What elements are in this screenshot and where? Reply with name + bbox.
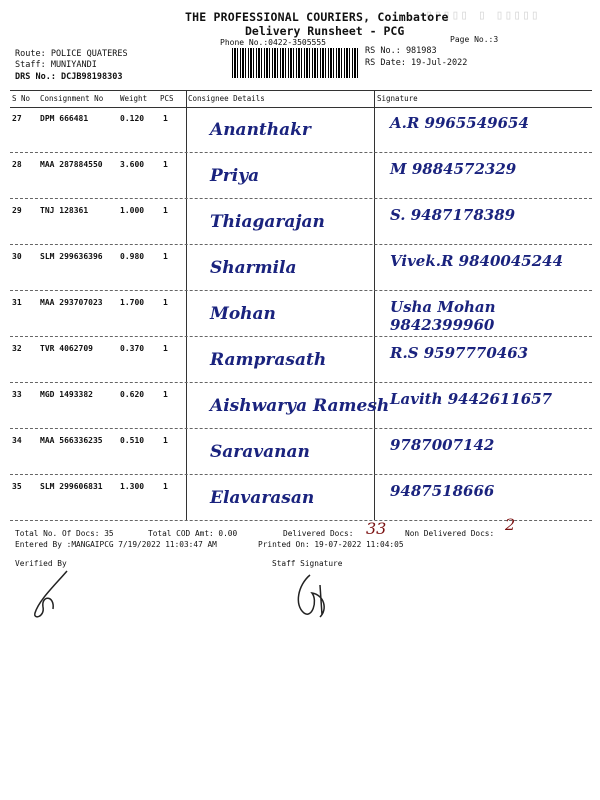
row-separator bbox=[10, 290, 592, 291]
row-consignee-handwritten: Ananthakr bbox=[210, 120, 311, 140]
staff-signature-label: Staff Signature bbox=[272, 559, 343, 568]
table-row bbox=[10, 246, 592, 291]
table-row bbox=[10, 338, 592, 383]
row-signature-handwritten: Vivek.R 9840045244 bbox=[390, 252, 564, 270]
row-weight: 0.370 bbox=[120, 344, 145, 353]
row-weight: 1.300 bbox=[120, 482, 145, 491]
row-weight: 0.120 bbox=[120, 114, 145, 123]
row-consignee-handwritten: Ramprasath bbox=[210, 350, 327, 370]
row-weight: 0.620 bbox=[120, 390, 145, 399]
row-pcs: 1 bbox=[163, 160, 168, 169]
row-sno: 32 bbox=[12, 344, 22, 353]
col-pcs: PCS bbox=[160, 94, 174, 103]
row-consignee-handwritten: Thiagarajan bbox=[210, 212, 325, 232]
col-signature: Signature bbox=[377, 94, 418, 103]
row-consignment: MAA 287884550 bbox=[40, 160, 103, 169]
route-label: Route: POLICE QUATERES bbox=[15, 49, 128, 59]
drs-number: DRS No.: DCJB98198303 bbox=[15, 72, 123, 82]
table-header bbox=[10, 90, 592, 108]
row-pcs: 1 bbox=[163, 390, 168, 399]
row-separator bbox=[10, 428, 592, 429]
table-row bbox=[10, 384, 592, 429]
row-sno: 31 bbox=[12, 298, 22, 307]
row-signature-handwritten: S. 9487178389 bbox=[390, 206, 516, 224]
row-consignment: SLM 299606831 bbox=[40, 482, 103, 491]
row-separator bbox=[10, 336, 592, 337]
row-separator bbox=[10, 474, 592, 475]
table-row bbox=[10, 108, 592, 153]
non-delivered-label: Non Delivered Docs: bbox=[405, 529, 495, 538]
row-sno: 28 bbox=[12, 160, 22, 169]
row-consignee-handwritten: Saravanan bbox=[210, 442, 310, 462]
delivered-docs-handwritten: 33 bbox=[366, 519, 387, 538]
row-signature-handwritten: 9787007142 bbox=[390, 436, 495, 454]
row-pcs: 1 bbox=[163, 298, 168, 307]
row-consignment: MAA 566336235 bbox=[40, 436, 103, 445]
page-number: Page No.:3 bbox=[450, 35, 499, 44]
runsheet-subtitle: Delivery Runsheet - PCG bbox=[245, 24, 405, 38]
row-signature-handwritten: M 9884572329 bbox=[390, 160, 517, 178]
col-consignment: Consignment No bbox=[40, 94, 104, 103]
row-consignee-handwritten: Sharmila bbox=[210, 258, 297, 278]
row-consignment: SLM 299636396 bbox=[40, 252, 103, 261]
faded-stamp-text: ▯▯▯▯▯ ▯ ▯▯▯▯▯ bbox=[425, 8, 540, 23]
row-pcs: 1 bbox=[163, 482, 168, 491]
row-separator bbox=[10, 382, 592, 383]
row-sno: 34 bbox=[12, 436, 22, 445]
row-weight: 3.600 bbox=[120, 160, 145, 169]
col-consignee: Consignee Details bbox=[188, 94, 265, 103]
row-sno: 33 bbox=[12, 390, 22, 399]
row-consignee-handwritten: Priya bbox=[210, 166, 260, 186]
row-sno: 27 bbox=[12, 114, 22, 123]
row-consignee-handwritten: Mohan bbox=[210, 304, 276, 324]
table-row bbox=[10, 430, 592, 475]
row-consignment: MAA 293707023 bbox=[40, 298, 103, 307]
rs-date: RS Date: 19-Jul-2022 bbox=[365, 58, 468, 68]
row-separator bbox=[10, 198, 592, 199]
table-row bbox=[10, 292, 592, 337]
row-consignee-handwritten: Aishwarya Ramesh bbox=[210, 396, 390, 416]
row-weight: 1.700 bbox=[120, 298, 145, 307]
printed-on: Printed On: 19-07-2022 11:04:05 bbox=[258, 540, 404, 549]
row-weight: 1.000 bbox=[120, 206, 145, 215]
row-consignment: DPM 666481 bbox=[40, 114, 89, 123]
total-cod: Total COD Amt: 0.00 bbox=[148, 529, 238, 538]
total-docs: Total No. Of Docs: 35 bbox=[15, 529, 114, 538]
row-sno: 35 bbox=[12, 482, 22, 491]
row-consignment: TNJ 128361 bbox=[40, 206, 89, 215]
row-pcs: 1 bbox=[163, 206, 168, 215]
phone-number: Phone No.:0422-3505555 bbox=[220, 38, 326, 47]
row-signature-handwritten: R.S 9597770463 bbox=[390, 344, 529, 362]
row-consignment: TVR 4062709 bbox=[40, 344, 93, 353]
row-weight: 0.510 bbox=[120, 436, 145, 445]
col-weight: Weight bbox=[120, 94, 148, 103]
barcode bbox=[232, 48, 360, 78]
row-consignee-handwritten: Elavarasan bbox=[210, 488, 315, 508]
row-signature-handwritten: 9487518666 bbox=[390, 482, 495, 500]
company-title: THE PROFESSIONAL COURIERS, Coimbatore bbox=[185, 10, 449, 24]
delivered-docs-label: Delivered Docs: bbox=[283, 529, 354, 538]
row-sno: 29 bbox=[12, 206, 22, 215]
staff-label: Staff: MUNIYANDI bbox=[15, 60, 97, 70]
row-pcs: 1 bbox=[163, 344, 168, 353]
table-row bbox=[10, 200, 592, 245]
entered-by: Entered By :MANGAIPCG 7/19/2022 11:03:47 AM bbox=[15, 540, 217, 549]
staff-signature-scribble bbox=[290, 565, 350, 625]
row-pcs: 1 bbox=[163, 252, 168, 261]
rs-number: RS No.: 981983 bbox=[365, 46, 437, 56]
row-pcs: 1 bbox=[163, 114, 168, 123]
verified-by-label: Verified By bbox=[15, 559, 67, 568]
row-signature-handwritten: A.R 9965549654 bbox=[390, 114, 529, 132]
row-signature-handwritten: Usha Mohan 9842399960 bbox=[390, 298, 496, 334]
table-row bbox=[10, 154, 592, 199]
row-separator bbox=[10, 244, 592, 245]
row-sno: 30 bbox=[12, 252, 22, 261]
row-consignment: MGD 1493382 bbox=[40, 390, 93, 399]
row-pcs: 1 bbox=[163, 436, 168, 445]
row-weight: 0.980 bbox=[120, 252, 145, 261]
non-delivered-handwritten: 2 bbox=[505, 515, 516, 534]
col-sno: S No bbox=[12, 94, 31, 103]
row-separator bbox=[10, 152, 592, 153]
row-signature-handwritten: Lavith 9442611657 bbox=[390, 390, 553, 408]
verified-signature-scribble bbox=[25, 565, 85, 625]
